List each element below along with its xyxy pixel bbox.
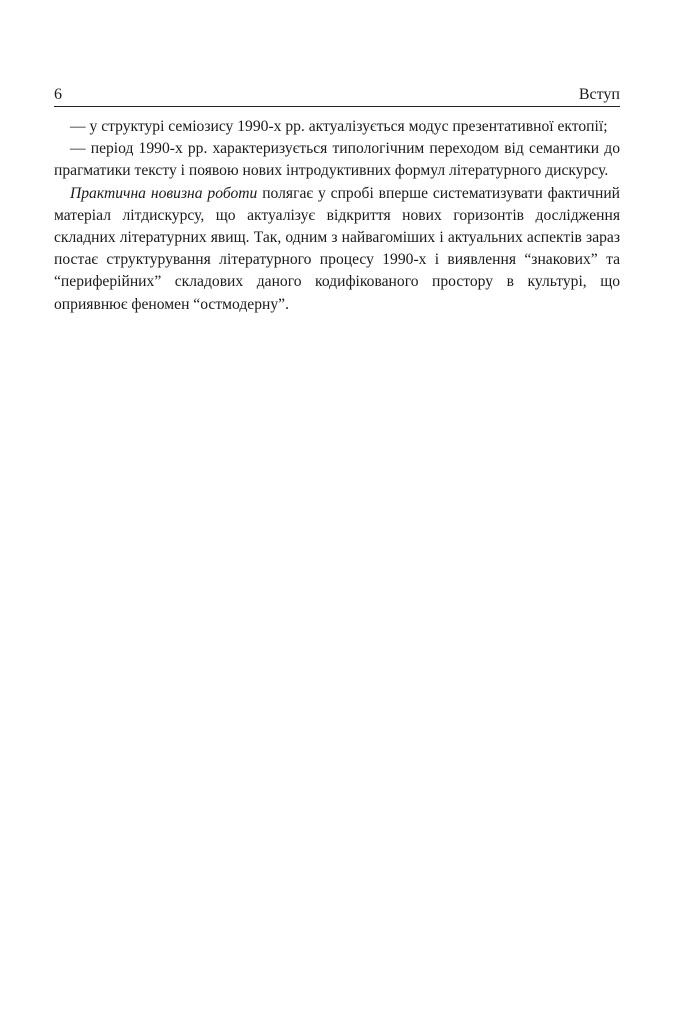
paragraph-text: — період 1990-х рр. характеризується типологічним переходом від семантики до прагматики тексту і появою нових інтродуктивних формул літературного дискурсу. (54, 140, 620, 180)
paragraph (54, 138, 620, 182)
running-header (54, 86, 620, 107)
paragraph (54, 116, 620, 138)
section-title: Вступ (578, 86, 620, 103)
paragraph-italic-lead: Практична новизна роботи (70, 184, 258, 202)
paragraph-text: — у структурі семіозису 1990-х рр. актуалізується модус презентативної ектопії; (70, 118, 608, 135)
page-number: 6 (54, 86, 62, 103)
document-page (54, 86, 620, 316)
paragraph (54, 183, 620, 316)
paragraph-text: полягає у спробі вперше систематизувати фактичний матеріал літдискурсу, що актуалізує відкриття нових горизонтів дослідження складних літературних явищ. Так, одним з найвагоміших і актуальних аспектів зараз постає структурування літературного процесу 1990-х і виявлення “знакових” та “периферійних” складових даного кодифікованого простору в культурі, що оприявнює феномен “остмодерну”. (54, 184, 621, 313)
body-text (54, 116, 620, 316)
